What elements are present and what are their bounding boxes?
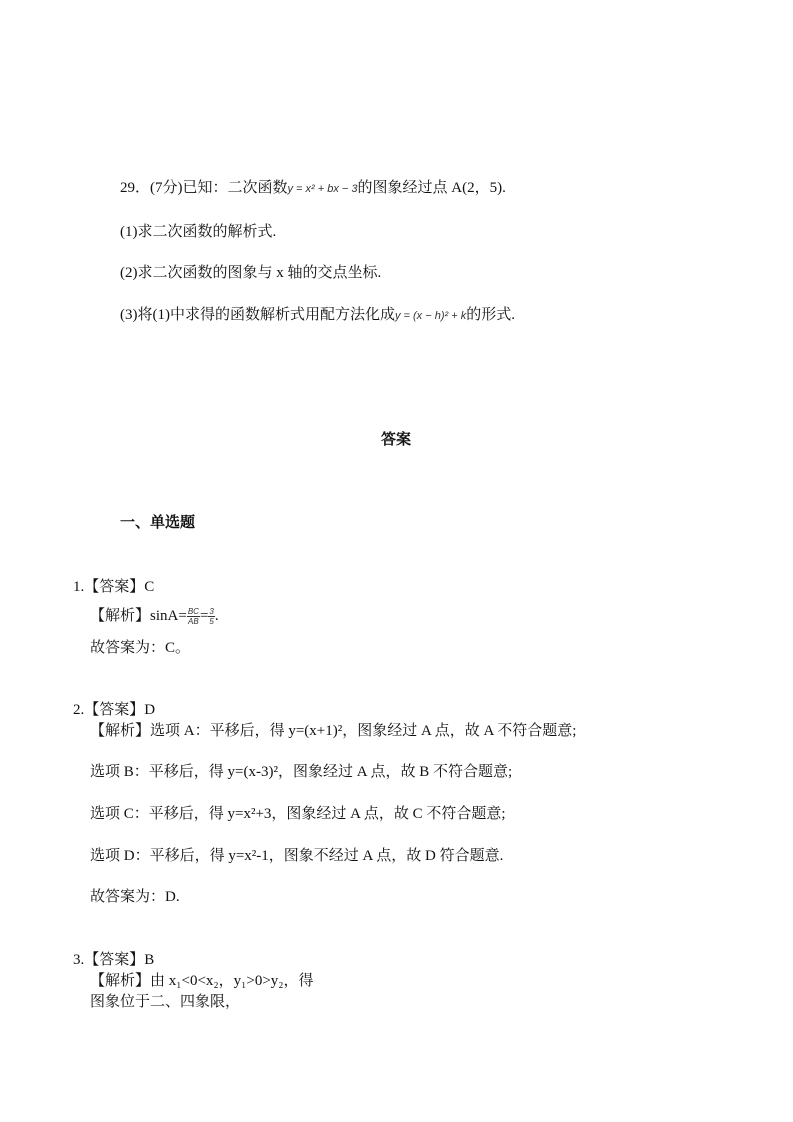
question-29-text: 29．(7分)已知：二次函数 — [120, 180, 288, 196]
equals-sign: = — [199, 608, 209, 624]
analysis-text: 【解析】sinA= — [90, 608, 187, 624]
denominator: 5 — [209, 617, 214, 627]
answer-3-analysis-cont: 图象位于二、四象限， — [90, 994, 241, 1010]
question-29-part-1: (1)求二次函数的解析式. — [120, 224, 277, 240]
numerator: BC — [187, 607, 199, 617]
denominator: AB — [188, 617, 199, 627]
answer-value: 【答案】D — [84, 702, 156, 718]
answer-2-analysis-b: 选项 B：平移后，得 y=(x-3)²，图象经过 A 点，故 B 不符合题意; — [90, 764, 513, 780]
period: . — [214, 608, 219, 624]
answer-2-analysis-c: 选项 C：平移后，得 y=x²+3，图象经过 A 点，故 C 不符合题意; — [90, 806, 506, 822]
numerator: 3 — [209, 607, 214, 617]
answers-title: 答案 — [381, 430, 412, 448]
question-29-part-3 — [120, 305, 515, 326]
answer-1-conclusion: 故答案为：C。 — [90, 640, 191, 656]
question-29-header — [120, 178, 506, 199]
answer-2-analysis-d: 选项 D：平移后，得 y=x²-1，图象不经过 A 点，故 D 符合题意. — [90, 848, 504, 864]
fraction-bc-ab — [187, 607, 200, 626]
answer-1-label — [73, 577, 154, 597]
part-3-text: (3)将(1)中求得的函数解析式用配方法化成 — [120, 307, 395, 323]
answer-number: 1. — [73, 579, 85, 595]
answer-1-analysis — [90, 606, 219, 626]
answer-2-analysis-a: 【解析】选项 A：平移后，得 y=(x+1)²，图象经过 A 点，故 A 不符合题意; — [90, 723, 577, 739]
question-29-part-2: (2)求二次函数的图象与 x 轴的交点坐标. — [120, 265, 382, 281]
answer-value: 【答案】C — [84, 579, 155, 595]
part-3-suffix: 的形式. — [466, 307, 515, 323]
question-29-text-suffix: 的图象经过点 A(2，5). — [357, 180, 506, 196]
answer-3-label — [73, 950, 154, 970]
answer-3-analysis: 【解析】由 x₁<0<x₂，y₁>0>y₂，得 — [90, 973, 314, 989]
answer-number: 2. — [73, 702, 85, 718]
answer-number: 3. — [73, 952, 85, 968]
answer-2-conclusion: 故答案为：D. — [90, 889, 180, 905]
answer-2-label — [73, 700, 155, 720]
formula: y = x² + bx − 3 — [287, 183, 358, 195]
section-title: 一、单选题 — [120, 513, 196, 531]
answer-value: 【答案】B — [84, 952, 155, 968]
formula: y = (x − h)² + k — [394, 310, 467, 322]
